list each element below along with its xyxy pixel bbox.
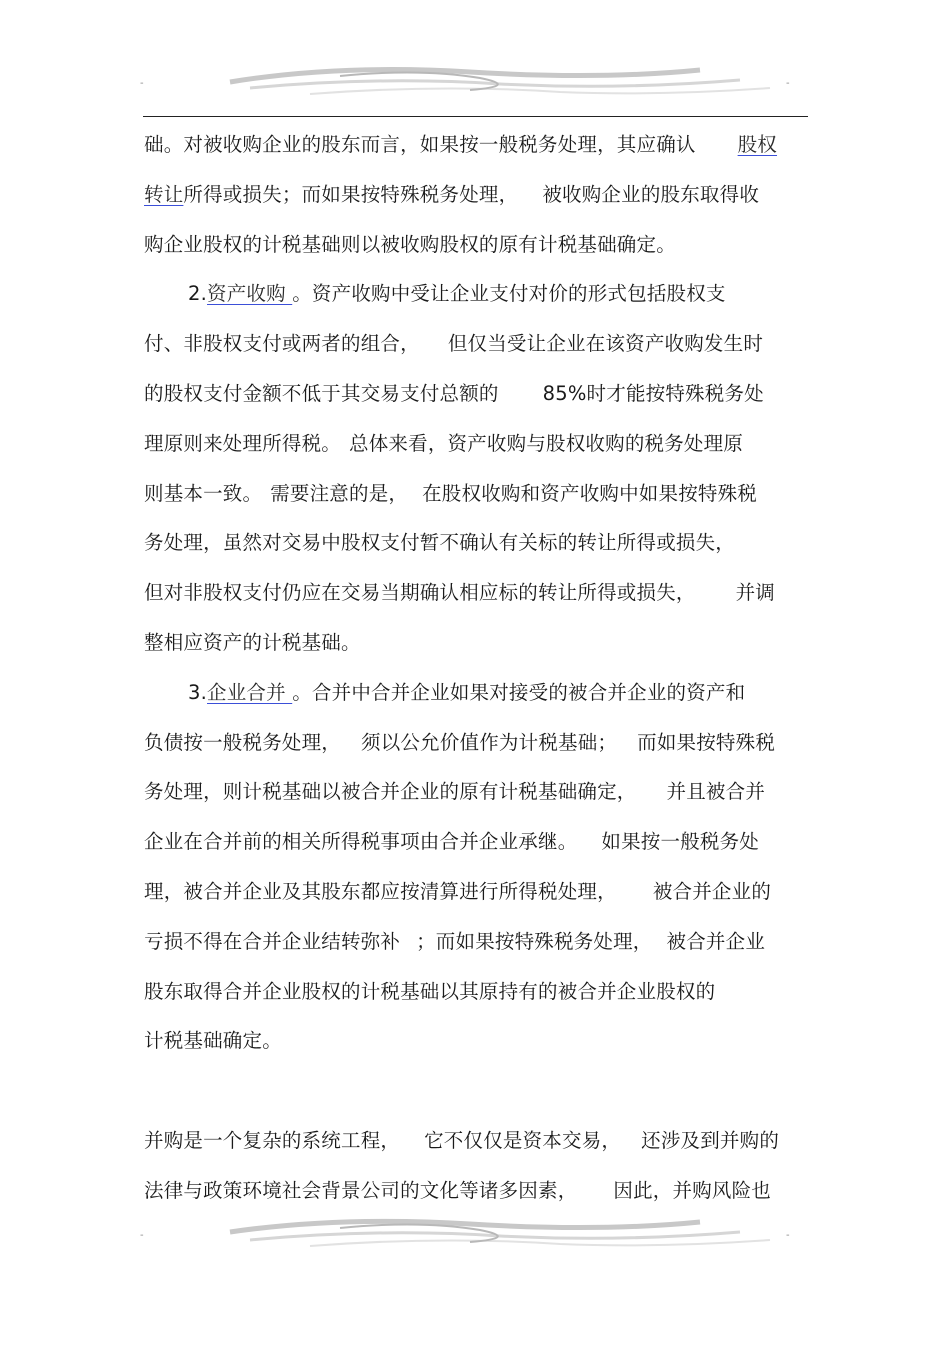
text-segment: 但仅当受让企业在该资产收购发生时 — [447, 332, 764, 356]
text-line — [144, 718, 808, 768]
text-line — [144, 917, 808, 967]
svg-text:-: - — [786, 78, 790, 89]
text-segment: 。资产收购中受让企业支付对价的形式包括股权支 — [292, 282, 726, 306]
text-segment: 因此，并购风险也 — [613, 1178, 772, 1202]
text-segment: 法律与政策环境社会背景公司的文化等诸多因素， — [144, 1178, 578, 1202]
svg-text:-: - — [786, 1230, 790, 1241]
text-line — [144, 767, 808, 817]
text-line — [144, 967, 808, 1017]
text-line — [144, 369, 808, 419]
text-line — [144, 269, 808, 319]
text-line — [144, 817, 808, 867]
text-segment: 企业在合并前的相关所得税事项由合并企业承继。 — [144, 830, 578, 854]
text-segment: 计税基础确定。 — [144, 1029, 282, 1053]
text-segment: 85%时才能按特殊税务处 — [542, 381, 764, 405]
text-line — [144, 469, 808, 519]
text-segment: 被合并企业 — [666, 929, 766, 953]
text-segment: 3. — [188, 680, 208, 704]
term-link[interactable]: 股权 — [737, 133, 778, 156]
svg-text:-: - — [140, 78, 144, 89]
text-segment: 础。对被收购企业的股东而言，如果按一般税务处理，其应确认 — [144, 133, 696, 156]
text-line — [144, 419, 808, 469]
text-segment: 理，被合并企业及其股东都应按清算进行所得税处理， — [144, 879, 617, 903]
text-segment: 的股权支付金额不低于其交易支付总额的 — [144, 381, 499, 405]
text-line — [144, 220, 808, 270]
text-segment: 负债按一般税务处理， — [144, 730, 342, 754]
text-segment: 。合并中合并企业如果对接受的被合并企业的资产和 — [292, 680, 746, 704]
text-segment: 但对非股权支付仍应在交易当期确认相应标的转让所得或损失， — [144, 581, 696, 605]
text-segment: 还涉及到并购的 — [641, 1128, 780, 1152]
text-line — [144, 1116, 808, 1166]
text-segment: 总体来看，资产收购与股权收购的税务处理原 — [349, 431, 744, 455]
text-line — [144, 618, 808, 668]
text-segment: 亏损不得在合并企业结转弥补 — [144, 929, 401, 953]
text-segment: 需要注意的是， — [270, 481, 409, 505]
text-segment: 2. — [188, 282, 208, 306]
text-line — [144, 867, 808, 917]
text-segment: 理原则来处理所得税。 — [144, 431, 342, 455]
text-segment: 股东取得合并企业股权的计税基础以其原持有的被合并企业股权的 — [144, 979, 716, 1003]
text-line — [144, 518, 808, 568]
svg-text:-: - — [140, 1230, 144, 1241]
text-segment: 则基本一致。 — [144, 481, 263, 505]
text-segment: 而如果按特殊税 — [637, 730, 776, 754]
text-segment: 并调 — [735, 581, 776, 605]
text-segment: 并且被合并 — [666, 780, 766, 804]
text-line — [144, 120, 808, 170]
text-segment: 它不仅仅是资本交易， — [424, 1128, 622, 1152]
text-line — [144, 319, 808, 369]
paragraph-gap — [144, 1066, 808, 1116]
document-body — [144, 120, 808, 1216]
text-segment: 付、非股权支付或两者的组合， — [144, 332, 420, 356]
text-segment: 如果按一般税务处 — [601, 830, 760, 854]
term-link[interactable]: 资产收购 — [207, 282, 293, 306]
text-segment: 购企业股权的计税基础则以被收购股权的原有计税基础确定。 — [144, 232, 676, 256]
text-segment: 整相应资产的计税基础。 — [144, 630, 361, 654]
text-segment: 被收购企业的股东取得收 — [542, 182, 760, 206]
text-line — [144, 170, 808, 220]
text-segment: ；而如果按特殊税务处理， — [416, 929, 653, 953]
text-segment: 所得或损失；而如果按特殊税务处理， — [183, 182, 519, 206]
text-segment: 须以公允价值作为计税基础； — [361, 730, 618, 754]
header-ornament — [140, 58, 808, 108]
text-segment: 并购是一个复杂的系统工程， — [144, 1128, 401, 1152]
footer-ornament — [140, 1208, 808, 1258]
text-segment: 务处理，虽然对交易中股权支付暂不确认有关标的转让所得或损失， — [144, 531, 736, 555]
text-segment: 在股权收购和资产收购中如果按特殊税 — [422, 481, 758, 505]
text-line — [144, 668, 808, 718]
header-rule — [143, 116, 808, 117]
text-line — [144, 1016, 808, 1066]
term-link[interactable]: 转让 — [144, 182, 184, 206]
text-segment: 务处理，则计税基础以被合并企业的原有计税基础确定， — [144, 780, 637, 804]
text-line — [144, 568, 808, 618]
text-segment: 被合并企业的 — [652, 879, 772, 903]
term-link[interactable]: 企业合并 — [207, 680, 293, 704]
